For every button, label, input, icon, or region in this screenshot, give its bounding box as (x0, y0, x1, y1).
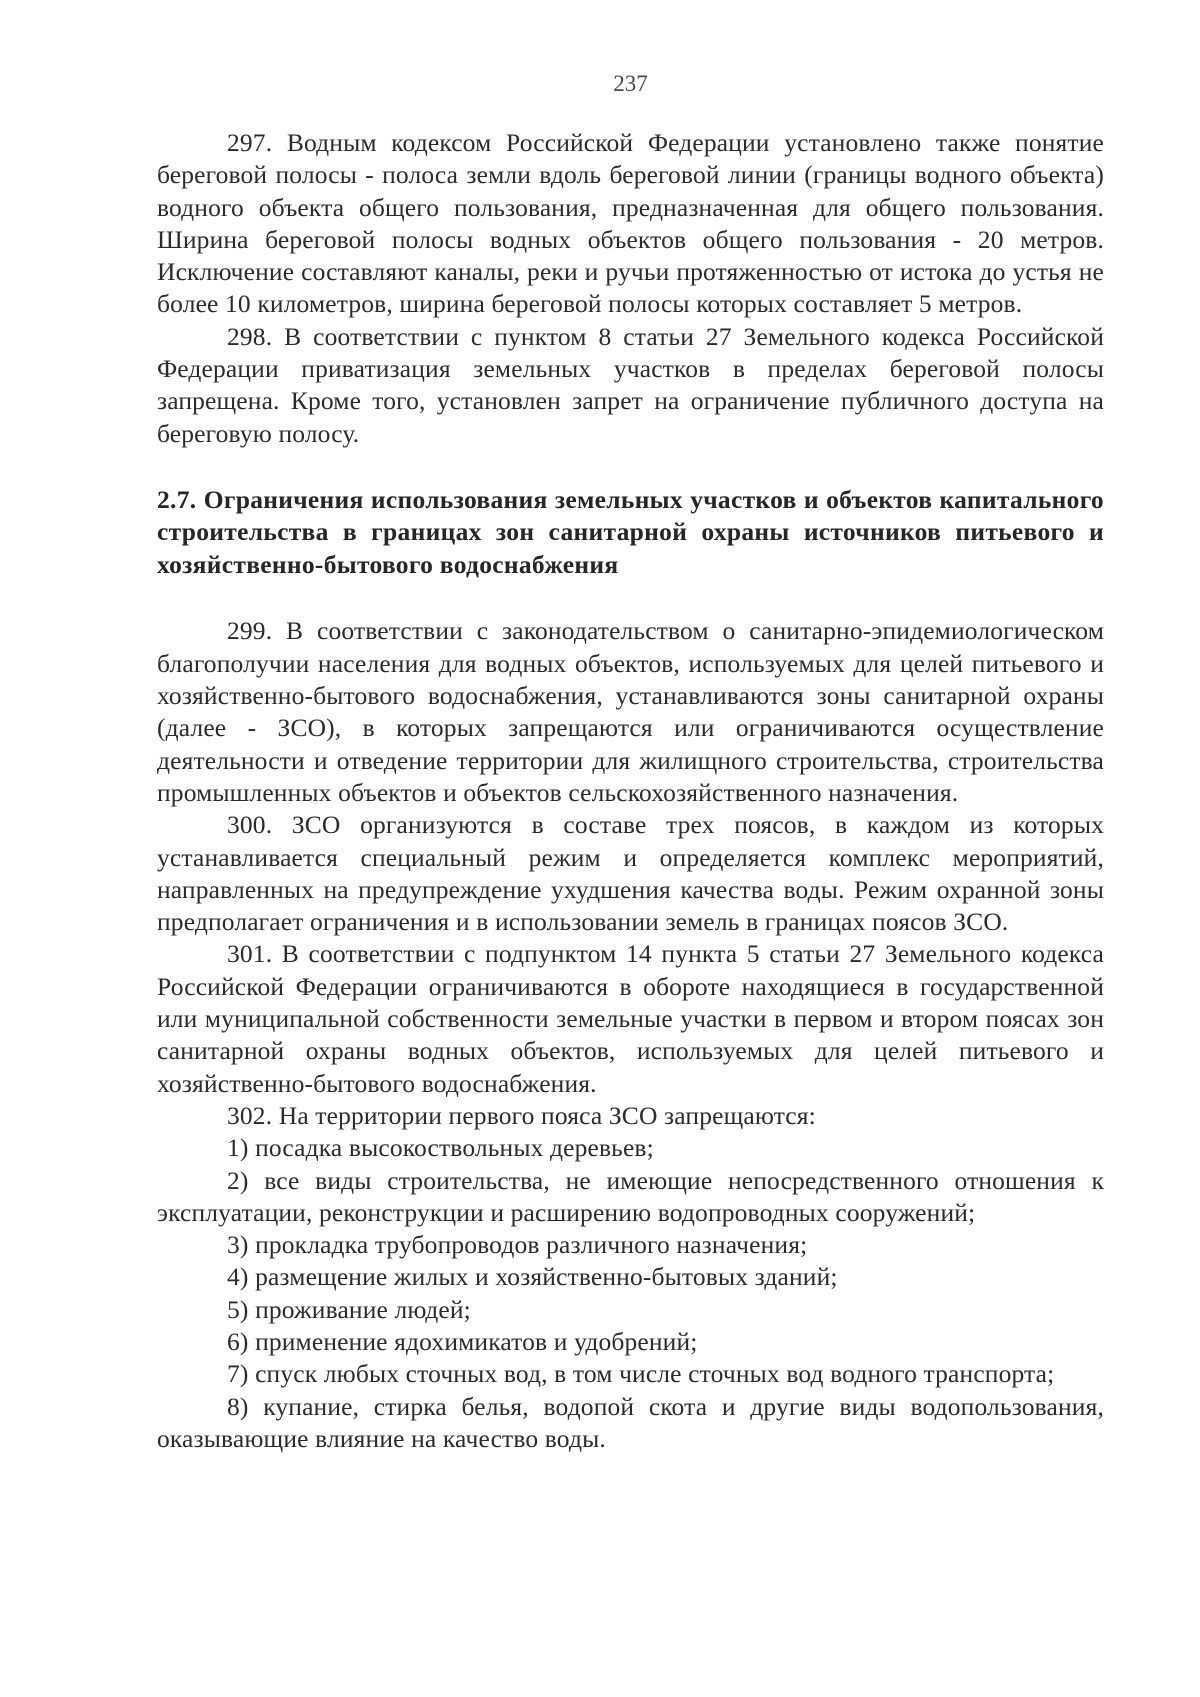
list-item-6: 6) применение ядохимикатов и удобрений; (227, 1327, 698, 1356)
list-item-1: 1) посадка высокоствольных деревьев; (227, 1133, 654, 1163)
list-item-5: 5) проживание людей; (227, 1294, 471, 1324)
list-item-3: 3) прокладка трубопроводов различного назначения; (227, 1230, 808, 1260)
section-heading: 2.7. Ограничения использования земельных участков и объектов капитального строительства в границах зон санитарной охраны источников питьевого и хозяйственно-бытового водоснабжения (157, 484, 1104, 579)
paragraph-299: 299. В соответствии с законодательством о санитарно-эпидемиологическом благополучии населения для водных объектов, используемых для целей питьевого и хозяйственно-бытового водоснабжения, устанавливаются зоны санитарной охраны (далее - ЗСО), в которых запрещаются или ограничиваются осуществление деятельности и отведение территории для жилищного строительства, строительства промышленных объектов и объектов сельскохозяйственного назначения. (157, 616, 1104, 807)
paragraph-302: 302. На территории первого пояса ЗСО запрещаются: (227, 1100, 816, 1130)
paragraph-297: 297. Водным кодексом Российской Федерации установлено также понятие береговой полосы - полоса земли вдоль береговой линии (границы водного объекта) водного объекта общего пользования, предназначенная для общего пользования. Ширина береговой полосы водных объектов общего пользования - 20 метров. Исключение составляют каналы, реки и ручьи протяженностью от истока до устья не более 10 километров, ширина береговой полосы которых составляет 5 метров. (157, 128, 1104, 319)
list-item-4: 4) размещение жилых и хозяйственно-бытовых зданий; (227, 1262, 838, 1292)
paragraph-301: 301. В соответствии с подпунктом 14 пункта 5 статьи 27 Земельного кодекса Российской Федерации ограничиваются в обороте находящиеся в государственной или муниципальной собственности земельные участки в первом и втором поясах зон санитарной охраны водных объектов, используемых для целей питьевого и хозяйственно-бытового водоснабжения. (157, 939, 1104, 1098)
list-item-2: 2) все виды строительства, не имеющие непосредственного отношения к эксплуатации, реконструкции и расширению водопроводных сооружений; (157, 1165, 1104, 1227)
paragraph-300: 300. ЗСО организуются в составе трех поясов, в каждом из которых устанавливается специальный режим и определяется комплекс мероприятий, направленных на предупреждение ухудшения качества воды. Режим охранной зоны предполагает ограничения и в использовании земель в границах поясов ЗСО. (157, 810, 1104, 937)
page-number: 237 (613, 71, 648, 96)
paragraph-298: 298. В соответствии с пунктом 8 статьи 27 Земельного кодекса Российской Федерации приватизация земельных участков в пределах береговой полосы запрещена. Кроме того, установлен запрет на ограничение публичного доступа на береговую полосу. (157, 321, 1104, 448)
list-item-7: 7) спуск любых сточных вод, в том числе сточных вод водного транспорта; (227, 1359, 1055, 1389)
list-item-8: 8) купание, стирка белья, водопой скота и другие виды водопользования, оказывающие влияние на качество воды. (157, 1391, 1104, 1453)
